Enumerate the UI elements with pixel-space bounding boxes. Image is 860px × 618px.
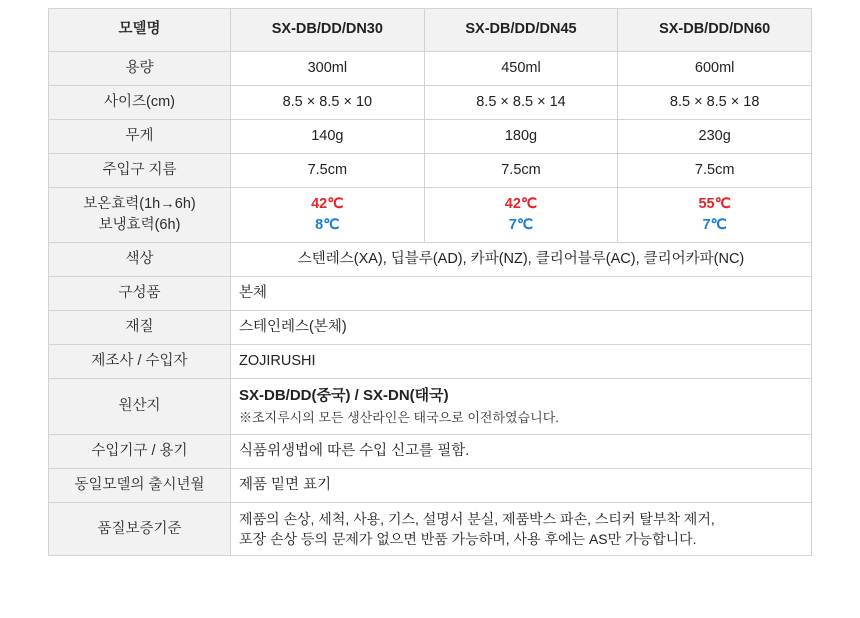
row-label-capacity: 용량 <box>49 52 231 86</box>
size-value-1: 8.5 × 8.5 × 10 <box>231 86 425 120</box>
hot-temp-2: 42℃ <box>504 196 538 213</box>
row-label-material: 재질 <box>49 311 231 345</box>
import-value: 식품위생법에 따른 수입 신고를 필함. <box>231 434 812 468</box>
header-model-1: SX-DB/DD/DN30 <box>231 9 425 52</box>
components-value: 본체 <box>231 277 812 311</box>
header-model-2: SX-DB/DD/DN45 <box>424 9 618 52</box>
weight-value-3: 230g <box>618 120 812 154</box>
warranty-line-2: 포장 손상 등의 문제가 없으면 반품 가능하며, 사용 후에는 AS만 가능합니다. <box>239 531 697 548</box>
row-label-import: 수입기구 / 용기 <box>49 434 231 468</box>
table-header-row <box>49 9 812 52</box>
table-row <box>49 277 812 311</box>
row-label-size: 사이즈(cm) <box>49 86 231 120</box>
row-label-release-date: 동일모델의 출시년월 <box>49 468 231 502</box>
table-row-thermal <box>49 188 812 243</box>
row-label-thermal <box>49 188 231 243</box>
table-row <box>49 120 812 154</box>
table-row-warranty <box>49 502 812 556</box>
table-row-origin <box>49 379 812 435</box>
opening-diameter-value-1: 7.5cm <box>231 154 425 188</box>
warranty-value <box>231 502 812 556</box>
capacity-value-2: 450ml <box>424 52 618 86</box>
origin-main-text: SX-DB/DD(중국) / SX-DN(태국) <box>239 387 449 405</box>
hot-temp-3: 55℃ <box>698 196 731 213</box>
table-row <box>49 345 812 379</box>
opening-diameter-value-3: 7.5cm <box>618 154 812 188</box>
row-label-components: 구성품 <box>49 277 231 311</box>
table-row <box>49 311 812 345</box>
cold-temp-2: 7℃ <box>508 217 534 234</box>
table-row <box>49 154 812 188</box>
table-row <box>49 468 812 502</box>
table-row <box>49 434 812 468</box>
weight-value-2: 180g <box>424 120 618 154</box>
row-label-origin: 원산지 <box>49 379 231 435</box>
capacity-value-3: 600ml <box>618 52 812 86</box>
origin-value <box>231 379 812 435</box>
release-date-value: 제품 밑면 표기 <box>231 468 812 502</box>
cold-temp-1: 8℃ <box>315 217 340 234</box>
capacity-value-1: 300ml <box>231 52 425 86</box>
row-label-weight: 무게 <box>49 120 231 154</box>
size-value-2: 8.5 × 8.5 × 14 <box>424 86 618 120</box>
warranty-line-1: 제품의 손상, 세척, 사용, 기스, 설명서 분실, 제품박스 파손, 스티커 탈부착 제거, <box>239 510 715 527</box>
thermal-value-2 <box>424 188 618 243</box>
cold-temp-3: 7℃ <box>702 217 727 234</box>
row-label-manufacturer: 제조사 / 수입자 <box>49 345 231 379</box>
header-label-cell: 모델명 <box>49 9 231 52</box>
table-row <box>49 52 812 86</box>
size-value-3: 8.5 × 8.5 × 18 <box>618 86 812 120</box>
row-label-warranty: 품질보증기준 <box>49 502 231 556</box>
table-row <box>49 243 812 277</box>
thermal-label-cold: 보냉효력(6h) <box>98 217 181 234</box>
thermal-label-hot: 보온효력(1h→6h) <box>83 196 196 213</box>
weight-value-1: 140g <box>231 120 425 154</box>
row-label-color: 색상 <box>49 243 231 277</box>
opening-diameter-value-2: 7.5cm <box>424 154 618 188</box>
row-label-opening-diameter: 주입구 지름 <box>49 154 231 188</box>
thermal-value-3 <box>618 188 812 243</box>
color-value: 스텐레스(XA), 딥블루(AD), 카파(NZ), 클리어블루(AC), 클리어카파(NC) <box>231 243 812 277</box>
thermal-value-1 <box>231 188 425 243</box>
hot-temp-1: 42℃ <box>311 196 344 213</box>
table-row <box>49 86 812 120</box>
material-value: 스테인레스(본체) <box>231 311 812 345</box>
manufacturer-value: ZOJIRUSHI <box>231 345 812 379</box>
header-model-3: SX-DB/DD/DN60 <box>618 9 812 52</box>
product-spec-table <box>48 8 812 556</box>
origin-note-text: ※조지루시의 모든 생산라인은 태국으로 이전하였습니다. <box>239 409 559 425</box>
